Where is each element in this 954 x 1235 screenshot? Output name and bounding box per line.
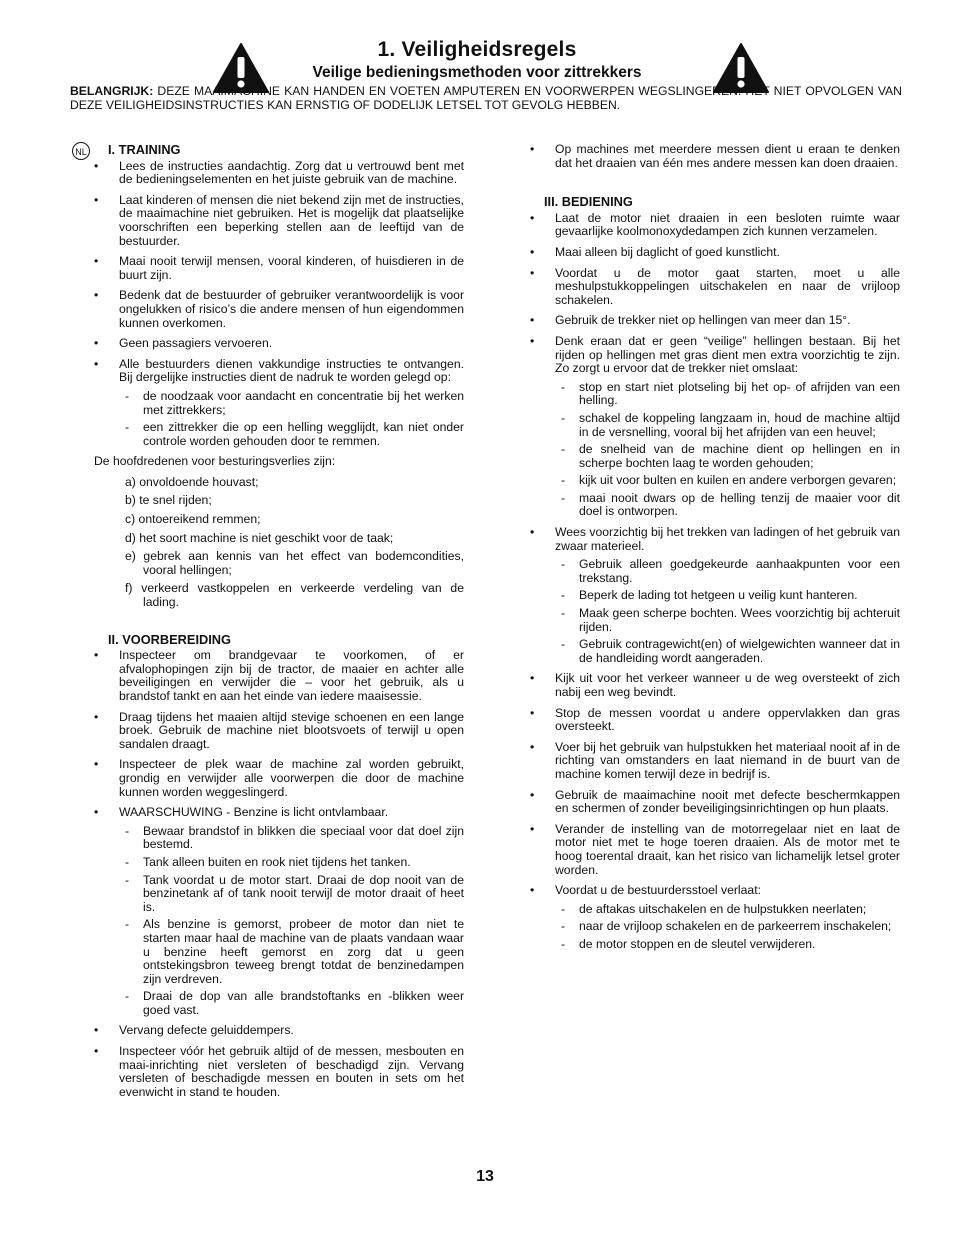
sub-list-item: - Als benzine is gemorst, probeer de motor dan niet te starten maar haal de machine van de plaats vandaan waar u benzine heeft gemorst en zorg dat u geen ontstekingsbron teweeg brengt totdat de benzinedampen zijn verdreven. (119, 918, 464, 986)
right-top-list (530, 143, 900, 170)
important-notice (70, 84, 902, 112)
list-item: • Inspecteer vóór het gebruik altijd of de messen, mesbouten en maai-inrichting niet versleten of beschadigd zijn. Vervang versleten of beschadigde messen en bouten in sets om het evenwicht in stand te houden. (94, 1045, 464, 1099)
causes-list (125, 476, 464, 610)
left-column (94, 143, 464, 1106)
list-item: c) ontoereikend remmen; (125, 512, 261, 527)
section-heading-preparation: II. VOORBEREIDING (108, 631, 232, 647)
sub-list-item: - Draai de dop van alle brandstoftanks en -blikken weer goed vast. (119, 990, 464, 1017)
sub-list-item: - Maak geen scherpe bochten. Wees voorzichtig bij achteruit rijden. (555, 607, 900, 634)
list-item: • Verander de instelling van de motorregelaar niet en laat de motor niet met te hoge toeren draaien. Als de motor met te hoog toerental draait, kan het risico van lichamelijk letsel groter worden. (530, 823, 900, 877)
list-item-text: Alle bestuurders dienen vakkundige instructies te ontvangen. Bij dergelijke instructies dient de nadruk te worden gelegd op: (119, 356, 464, 385)
list-item: • Gebruik de trekker niet op hellingen van meer dan 15°. (530, 314, 900, 328)
operation-list (530, 212, 900, 952)
list-item: • Gebruik de maaimachine nooit met defecte beschermkappen en schermen of zonder beveiligingsinrichtingen op hun plaats. (530, 789, 900, 816)
list-item (530, 526, 900, 665)
list-item: • Inspecteer om brandgevaar te voorkomen, of er afvalophopingen zijn bij de tractor, de maaier en achter alle beveiligingen en verwijder die – voor het gebruik, als u brandstof tankt en aan het einde van iedere maaisessie. (94, 649, 464, 703)
sub-list-item: - Tank voordat u de motor start. Draai de dop nooit van de benzinetank af of tank nooit terwijl de motor draait of heet is. (119, 874, 464, 915)
sub-list-item: - Tank alleen buiten en rook niet tijdens het tanken. (119, 856, 464, 870)
sub-list-item: - stop en start niet plotseling bij het op- of afrijden van een helling. (555, 381, 900, 408)
sub-list (555, 381, 900, 519)
list-item: a) onvoldoende houvast; (125, 474, 259, 489)
page-title: 1. Veiligheidsregels (377, 38, 577, 61)
sub-list (555, 558, 900, 665)
right-column (530, 143, 900, 959)
list-item: b) te snel rijden; (125, 493, 212, 508)
list-item: d) het soort machine is niet geschikt voor de taak; (125, 530, 394, 545)
section-heading-operation: III. BEDIENING (544, 194, 633, 210)
list-item: • Voer bij het gebruik van hulpstukken het materiaal nooit af in de richting van omstanders en laat niemand in de buurt van de machine komen terwijl deze in bedrijf is. (530, 741, 900, 782)
list-item (94, 806, 464, 1017)
sub-list-item: - maai nooit dwars op de helling tenzij de maaier voor dit doel is ontworpen. (555, 492, 900, 519)
sub-list-item: - Gebruik contragewicht(en) of wielgewichten wanneer dat in de handleiding wordt aangeraden. (555, 638, 900, 665)
important-text: DEZE MAAIMACHINE KAN HANDEN EN VOETEN AMPUTEREN EN VOORWERPEN WEGSLINGEREN. HET NIET OPVOLGEN VAN DEZE VEILIGHEIDSINSTRUCTIES KAN ERNSTIG OF DODELIJK LETSEL TOT GEVOLG HEBBEN. (70, 84, 902, 112)
list-item: • Stop de messen voordat u andere oppervlakken dan gras oversteekt. (530, 707, 900, 734)
list-item-text: Voordat u de bestuurdersstoel verlaat: (555, 883, 761, 898)
language-badge: NL (72, 142, 90, 160)
list-item: • Voordat u de motor gaat starten, moet u alle meshulpstukkoppelingen uitschakelen en naar de vrijloop schakelen. (530, 267, 900, 308)
sub-list (555, 903, 900, 952)
sub-list-item: - een zittrekker die op een helling wegglijdt, kan niet onder controle worden gehouden door te remmen. (119, 421, 464, 448)
list-item: f) verkeerd vastkoppelen en verkeerde verdeling van de lading. (125, 581, 464, 610)
preparation-list (94, 649, 464, 1099)
list-item: • Vervang defecte geluiddempers. (94, 1024, 464, 1038)
list-item: • Laat de motor niet draaien in een besloten ruimte waar gevaarlijke koolmonoxydedampen zich kunnen verzamelen. (530, 212, 900, 239)
sub-list-item: - schakel de koppeling langzaam in, houd de machine altijd in de versnelling, vooral bij het afrijden van een heuvel; (555, 412, 900, 439)
list-item: • Op machines met meerdere messen dient u eraan te denken dat het draaien van één mes andere messen kan doen draaien. (530, 143, 900, 170)
causes-intro: De hoofdredenen voor besturingsverlies zijn: (94, 454, 336, 469)
sub-list-item: - Beperk de lading tot hetgeen u veilig kunt hanteren. (555, 589, 900, 603)
sub-list-item: - naar de vrijloop schakelen en de parkeerrem inschakelen; (555, 920, 900, 934)
list-item-text: Denk eraan dat er geen “veilige” hellingen bestaan. Bij het rijden op hellingen met gras dient men extra voorzichtig te zijn. Zo zorgt u ervoor dat de trekker niet omslaat: (555, 333, 900, 376)
list-item: • Maai alleen bij daglicht of goed kunstlicht. (530, 246, 900, 260)
list-item: • Lees de instructies aandachtig. Zorg dat u vertrouwd bent met de bedieningselementen en het juiste gebruik van de machine. (94, 160, 464, 187)
important-label: BELANGRIJK: (70, 84, 154, 98)
list-item-text: Wees voorzichtig bij het trekken van ladingen of het gebruik van zwaar materieel. (555, 525, 900, 553)
list-item: • Inspecteer de plek waar de machine zal worden gebruikt, grondig en verwijder alle voorwerpen die door de machine kunnen worden weggeslingerd. (94, 758, 464, 799)
list-item: • Bedenk dat de bestuurder of gebruiker verantwoordelijk is voor ongelukken of risico’s die andere mensen of hun eigendommen kunnen overkomen. (94, 289, 464, 330)
warning-text: WAARSCHUWING - Benzine is licht ontvlambaar. (119, 805, 389, 820)
sub-list (119, 825, 464, 1018)
section-heading-training: I. TRAINING (108, 142, 181, 157)
list-item (530, 884, 900, 951)
page-number: 13 (476, 1168, 494, 1185)
training-list (94, 160, 464, 449)
sub-list-item: - de motor stoppen en de sleutel verwijderen. (555, 938, 900, 952)
list-item (530, 335, 900, 519)
sub-list-item: - de snelheid van de machine dient op hellingen en in scherpe bochten laag te worden gehouden; (555, 443, 900, 470)
sub-list-item: - de aftakas uitschakelen en de hulpstukken neerlaten; (555, 903, 900, 917)
sub-list-item: - de noodzaak voor aandacht en concentratie bij het werken met zittrekkers; (119, 390, 464, 417)
sub-list (119, 390, 464, 448)
list-item: e) gebrek aan kennis van het effect van bodemcondities, vooral hellingen; (125, 549, 464, 577)
list-item: • Maai nooit terwijl mensen, vooral kinderen, of huisdieren in de buurt zijn. (94, 255, 464, 282)
sub-list-item: - Bewaar brandstof in blikken die speciaal voor dat doel zijn bestemd. (119, 825, 464, 852)
list-item: • Draag tijdens het maaien altijd stevige schoenen en een lange broek. Gebruik de machine niet blootsvoets of terwijl u open sandalen draagt. (94, 711, 464, 752)
list-item (94, 358, 464, 449)
sub-list-item: - Gebruik alleen goedgekeurde aanhaakpunten voor een trekstang. (555, 558, 900, 585)
list-item: • Laat kinderen of mensen die niet bekend zijn met de instructies, de maaimachine niet gebruiken. Het is mogelijk dat plaatselijke voorschriften een beperking stellen aan de leeftijd van de bestuurder. (94, 194, 464, 248)
sub-list-item: - kijk uit voor bulten en kuilen en andere verborgen gevaren; (555, 474, 900, 488)
page-subtitle: Veilige bedieningsmethoden voor zittrekkers (312, 64, 642, 81)
list-item: • Kijk uit voor het verkeer wanneer u de weg oversteekt of zich nabij een weg bevindt. (530, 672, 900, 699)
list-item: • Geen passagiers vervoeren. (94, 337, 464, 351)
